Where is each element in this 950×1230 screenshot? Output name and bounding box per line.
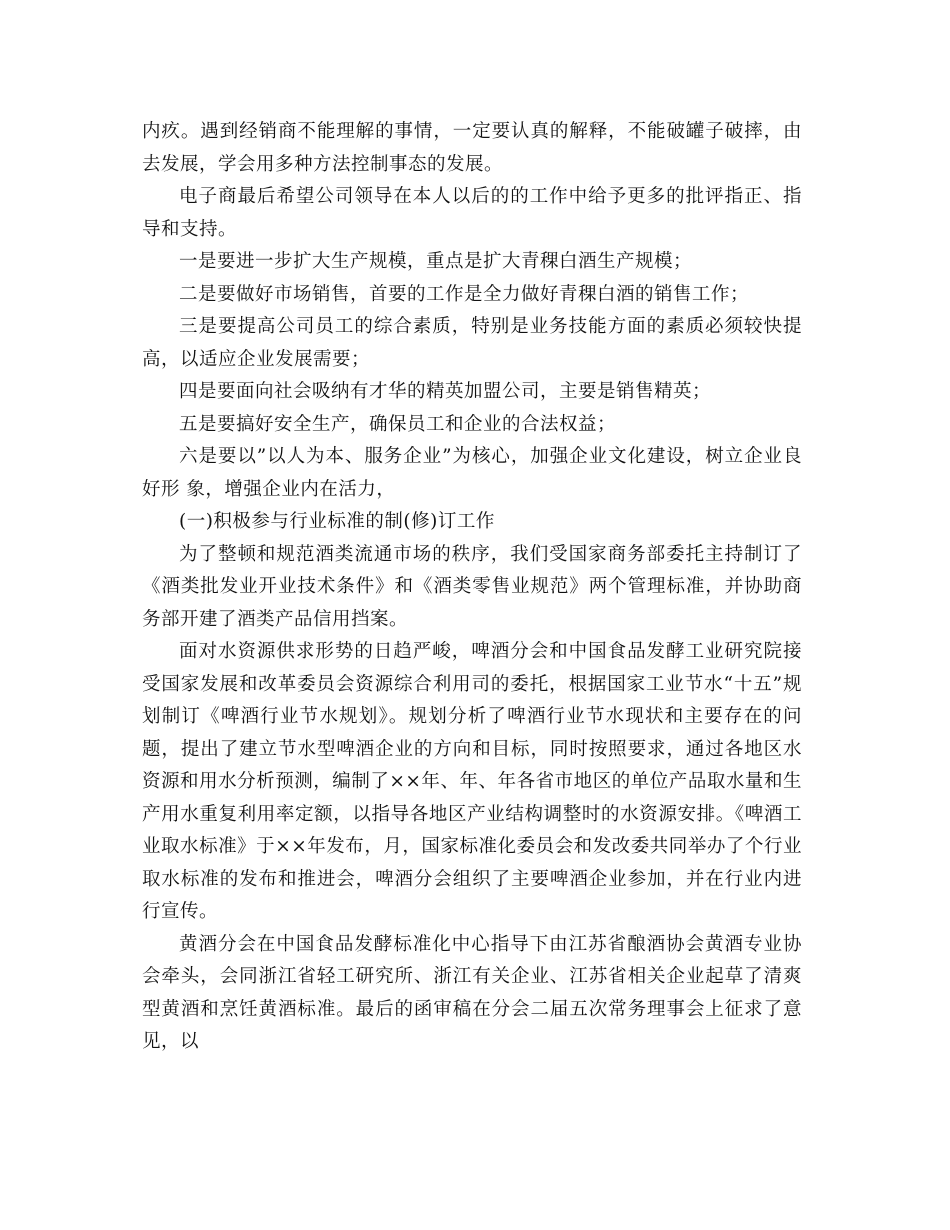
paragraph: 为了整顿和规范酒类流通市场的秩序，我们受国家商务部委托主持制订了《酒类批发业开业技术条件》和《酒类零售业规范》两个管理标准，并协助商务部开建了酒类产品信用挡案。 — [142, 543, 802, 630]
paragraph: 一是要进一步扩大生产规模，重点是扩大青稞白酒生产规模； — [179, 251, 693, 272]
paragraph: 二是要做好市场销售，首要的工作是全力做好青稞白酒的销售工作； — [179, 283, 750, 305]
paragraph: 三是要提高公司员工的综合素质，特别是业务技能方面的素质必须较快提高，以适应企业发展需要； — [142, 316, 802, 370]
section-heading: (一)积极参与行业标准的制(修)订工作 — [179, 511, 495, 532]
paragraph: 面对水资源供求形势的日趋严峻，啤酒分会和中国食品发酵工业研究院接受国家发展和改革委员会资源综合利用司的委托，根据国家工业节水“十五”规划制订《啤酒行业节水规划》。规划分析了啤酒行业节水现状和主要存在的问题，提出了建立节水型啤酒企业的方向和目标，同时按照要求，通过各地区水资源和用水分析预测，编制了××年、年、年各省市地区的单位产品取水量和生产用水重复利用率定额，以指导各地区产业结构调整时的水资源安排。《啤酒工业取水标准》于××年发布，月，国家标准化委员会和发改委共同举办了个行业取水标准的发布和推进会，啤酒分会组织了主要啤酒企业参加，并在行业内进行宣传。 — [142, 641, 802, 922]
paragraph: 六是要以”以人为本、服务企业”为核心，加强企业文化建设，树立企业良好形 象，增强企业内在活力， — [142, 446, 802, 500]
paragraph: 电子商最后希望公司领导在本人以后的的工作中给予更多的批评指正、指导和支持。 — [142, 186, 802, 240]
paragraph: 四是要面向社会吸纳有才华的精英加盟公司，主要是销售精英； — [179, 381, 712, 402]
document-body — [142, 116, 802, 1059]
paragraph: 五是要搞好安全生产，确保员工和企业的合法权益； — [179, 413, 617, 435]
paragraph: 黄酒分会在中国食品发酵标准化中心指导下由江苏省酿酒协会黄酒专业协会牵头，会同浙江省轻工研究所、浙江有关企业、江苏省相关企业起草了清爽型黄酒和烹饪黄酒标准。最后的函审稿在分会二届五次常务理事会上征求了意见，以 — [142, 933, 802, 1052]
paragraph: 内疚。遇到经销商不能理解的事情，一定要认真的解释，不能破罐子破摔，由去发展，学会用多种方法控制事态的发展。 — [142, 121, 802, 175]
